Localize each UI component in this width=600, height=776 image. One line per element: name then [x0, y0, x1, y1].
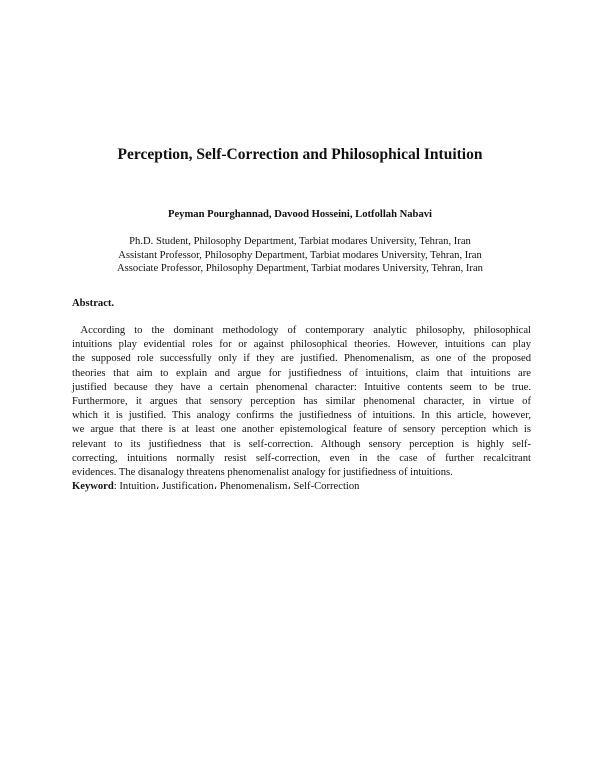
abstract-line: relevant to its justifiedness that is self-correction. Although sensory perception is highly self- — [72, 438, 531, 450]
abstract-line: the supposed role successfully only if they are justified. Phenomenalism, as one of the proposed — [72, 353, 531, 365]
abstract-line: theories that aim to explain and argue for justifiedness of intuitions, claim that intuitions are — [72, 367, 531, 379]
abstract-line: correcting, intuitions normally resist self-correction, even in the case of further recalcitrant — [72, 452, 531, 464]
abstract-line: which it is justified. This analogy confirms the justifiedness of intuitions. In this article, however, — [72, 410, 531, 422]
keywords-text: : Intuition، Justification، Phenomenalism، Self-Correction — [113, 481, 360, 493]
author-list: Peyman Pourghannad, Davood Hosseini, Lotfollah Nabavi — [167, 209, 432, 220]
paper-title: Perception, Self-Correction and Philosophical Intuition — [117, 146, 483, 163]
keywords-label: Keyword — [72, 481, 114, 493]
affiliation-line: Ph.D. Student, Philosophy Department, Tarbiat modares University, Tehran, Iran — [129, 236, 471, 247]
abstract-heading: Abstract. — [72, 298, 115, 309]
abstract-line: According to the dominant methodology of contemporary analytic philosophy, philosophical — [72, 325, 531, 336]
keywords-line — [72, 480, 531, 494]
abstract-line: intuitions play evidential roles for or against philosophical theories. However, intuitions can play — [72, 339, 531, 351]
abstract-line: we argue that there is at least one another epistemological feature of sensory perception which is — [72, 424, 531, 436]
affiliations — [0, 235, 600, 276]
abstract-line: justified because they have a certain phenomenal character: Intuitive contents seem to be true. — [72, 381, 531, 393]
abstract-line: evidences. The disanalogy threatens phenomenalist analogy for justifiedness of intuitions. — [72, 466, 453, 478]
affiliation-line: Associate Professor, Philosophy Department, Tarbiat modares University, Tehran, Iran — [117, 263, 483, 274]
abstract-line: Furthermore, it argues that sensory perception has similar phenomenal character, in virtue of — [72, 395, 531, 407]
affiliation-line: Assistant Professor, Philosophy Department, Tarbiat modares University, Tehran, Iran — [118, 249, 482, 261]
abstract-body — [72, 324, 531, 494]
